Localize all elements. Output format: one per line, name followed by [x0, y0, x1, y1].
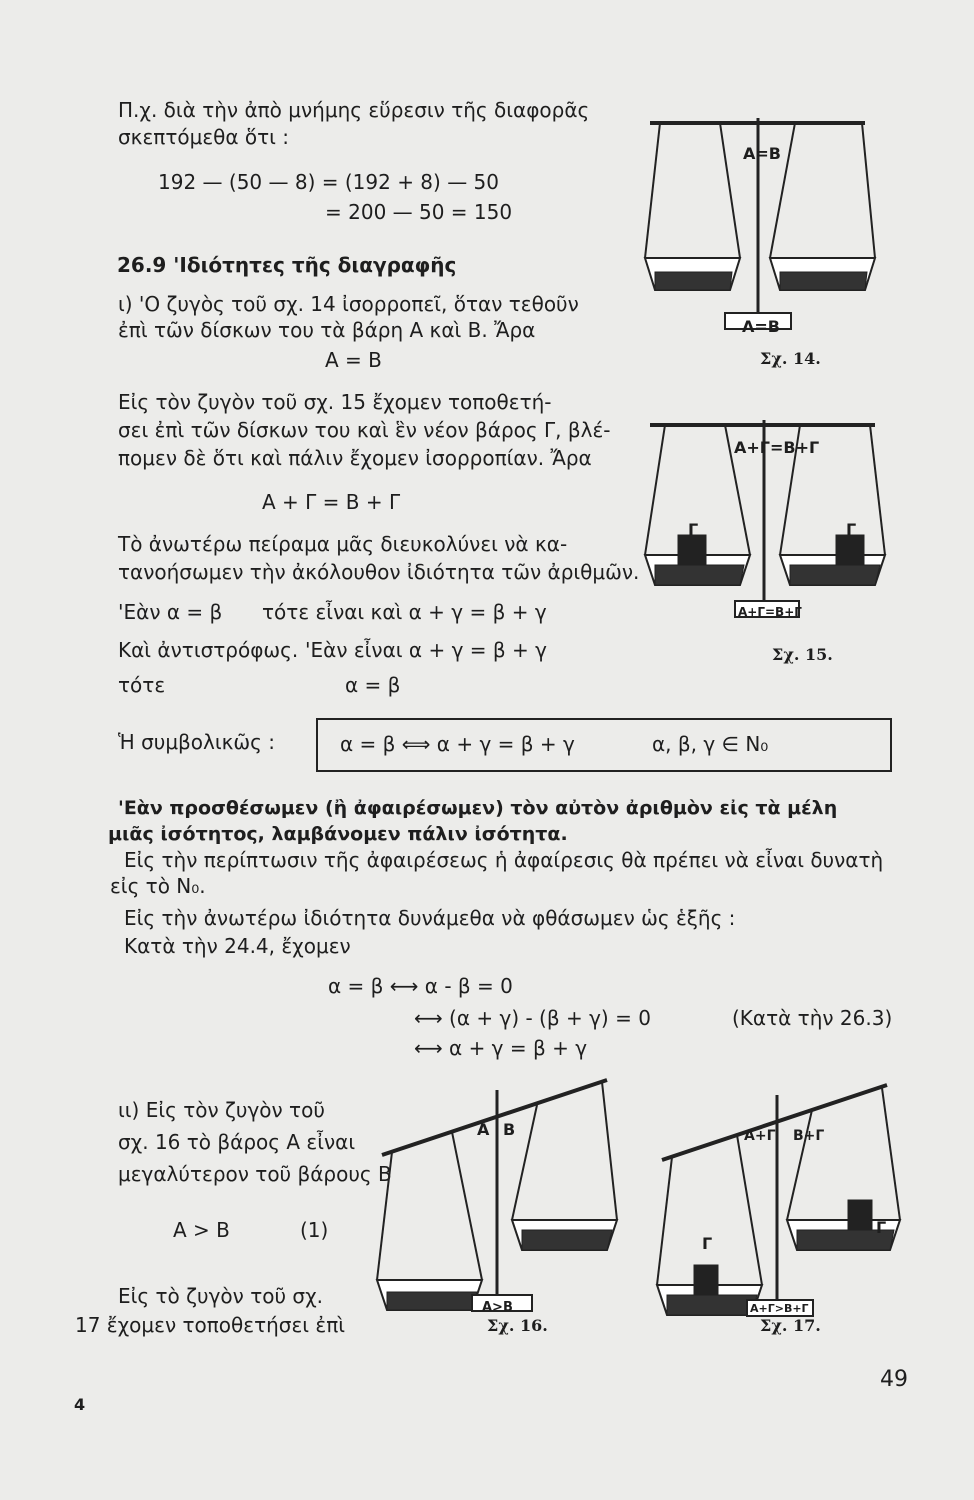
p2-line-1: Εἰς τὸν ζυγὸν τοῦ σχ. 15 ἔχομεν τοποθετή-: [118, 390, 552, 414]
symbolic-formula: α = β ⟺ α + γ = β + γ: [340, 732, 575, 756]
figure-15-base-label: Α+Γ=Β+Γ: [738, 605, 802, 619]
intro-line-1: Π.χ. διὰ τὴν ἀπὸ μνήμης εὕρεσιν τῆς διαφορᾶς: [118, 98, 590, 122]
p4-line-1: ιι) Εἰς τὸν ζυγὸν τοῦ: [118, 1098, 325, 1122]
derivation-2: ⟷ (α + γ) - (β + γ) = 0: [414, 1006, 651, 1030]
figure-17-weight-g-left: Γ: [702, 1234, 713, 1253]
figure-16-tilted-scale: [372, 1060, 622, 1320]
figure-15-weight-g-right: Γ: [846, 520, 857, 539]
reach-line: Εἰς τὴν ἀνωτέρω ἰδιότητα δυνάμεθα νὰ φθάσωμεν ὡς ἑξῆς :: [124, 906, 736, 930]
if-right: τότε εἶναι καὶ α + γ = β + γ: [262, 600, 547, 624]
figure-16-label-b: Β: [503, 1120, 516, 1139]
reference-line: Κατὰ τὴν 24.4, ἔχομεν: [124, 934, 351, 958]
intro-line-2: σκεπτόμεθα ὅτι :: [118, 125, 290, 149]
symbolic-box: [316, 718, 892, 772]
p5-line-1: Εἰς τὸ ζυγὸν τοῦ σχ.: [118, 1284, 323, 1308]
figure-16-caption: Σχ. 16.: [487, 1316, 548, 1335]
inequality: Α > Β: [173, 1218, 230, 1242]
then-left: τότε: [118, 673, 166, 697]
subtraction-line-2: εἰς τὸ N₀.: [110, 874, 206, 898]
inequality-number: (1): [300, 1218, 329, 1242]
symbolic-label: Ἡ συμβολικῶς :: [118, 730, 276, 754]
p2-line-3: πομεν δὲ ὅτι καὶ πάλιν ἔχομεν ἰσορροπίαν. Ἄρα: [118, 446, 592, 470]
if-left: 'Εὰν α = β: [118, 600, 223, 624]
subtraction-line-1: Εἰς τὴν περίπτωσιν τῆς ἀφαιρέσεως ἡ ἀφαίρεσις θὰ πρέπει νὰ εἶναι δυνατὴ: [124, 848, 884, 872]
p3-line-1: Τὸ ἀνωτέρω πείραμα μᾶς διευκολύνει νὰ κα-: [118, 532, 568, 556]
figure-16-base-label: Α>Β: [482, 1300, 513, 1315]
rule-bold-line-1: 'Εὰν προσθέσωμεν (ἢ ἀφαιρέσωμεν) τὸν αὐτὸν ἀριθμὸν εἰς τὰ μέλη: [118, 797, 838, 819]
figure-17-label-bg: Β+Γ: [793, 1128, 825, 1144]
page-number: 49: [880, 1367, 908, 1392]
converse-left: Καὶ ἀντιστρόφως.: [118, 638, 299, 662]
p4-line-2: σχ. 16 τὸ βάρος Α εἶναι: [118, 1130, 356, 1154]
p4-line-3: μεγαλύτερον τοῦ βάρους Β: [118, 1162, 392, 1186]
figure-17-caption: Σχ. 17.: [760, 1316, 821, 1335]
p5-line-2: 17 ἔχομεν τοποθετήσει ἐπὶ: [75, 1313, 346, 1337]
derivation-1: α = β ⟷ α - β = 0: [328, 974, 513, 998]
figure-14-base-label: Α=Β: [742, 317, 780, 336]
figure-15-top-label: Α+Γ=Β+Γ: [734, 438, 820, 457]
figure-15-caption: Σχ. 15.: [772, 645, 833, 664]
figure-17-tilted-scale: [652, 1060, 902, 1320]
equation-a-plus-g: Α + Γ = Β + Γ: [262, 490, 401, 514]
intro-equation-1: 192 — (50 — 8) = (192 + 8) — 50: [158, 170, 499, 194]
derivation-3: ⟷ α + γ = β + γ: [414, 1036, 588, 1060]
section-heading: 26.9 'Ιδιότητες τῆς διαγραφῆς: [117, 253, 457, 277]
figure-14-top-label: Α=Β: [743, 144, 781, 163]
intro-equation-2: = 200 — 50 = 150: [325, 200, 513, 224]
p1-line-1: ι) 'Ο ζυγὸς τοῦ σχ. 14 ἰσορροπεῖ, ὅταν τεθοῦν: [118, 292, 579, 316]
figure-16-label-a: Α: [477, 1120, 490, 1139]
figure-17-base-label: Α+Γ>Β+Γ: [750, 1302, 809, 1315]
rule-bold-line-2: μιᾶς ἰσότητος, λαμβάνομεν πάλιν ἰσότητα.: [108, 823, 568, 845]
symbolic-domain: α, β, γ ∈ N₀: [652, 732, 769, 756]
figure-14-caption: Σχ. 14.: [760, 349, 821, 368]
p1-line-2: ἐπὶ τῶν δίσκων του τὰ βάρη Α καὶ Β. Ἄρα: [118, 318, 536, 342]
p2-line-2: σει ἐπὶ τῶν δίσκων του καὶ ἓν νέον βάρος Γ, βλέ-: [118, 418, 611, 442]
figure-15-weight-g-left: Γ: [688, 520, 699, 539]
derivation-2-note: (Κατὰ τὴν 26.3): [732, 1006, 893, 1030]
equation-a-equals-b: Α = Β: [325, 348, 382, 372]
figure-17-weight-g-right: Γ: [876, 1218, 887, 1237]
figure-17-label-ag: Α+Γ: [744, 1128, 776, 1144]
then-right: α = β: [345, 673, 401, 697]
p3-line-2: τανοήσωμεν τὴν ἀκόλουθον ἰδιότητα τῶν ἀριθμῶν.: [118, 560, 640, 584]
sheet-mark: 4: [74, 1395, 86, 1414]
converse-right: 'Εὰν εἶναι α + γ = β + γ: [305, 638, 547, 662]
